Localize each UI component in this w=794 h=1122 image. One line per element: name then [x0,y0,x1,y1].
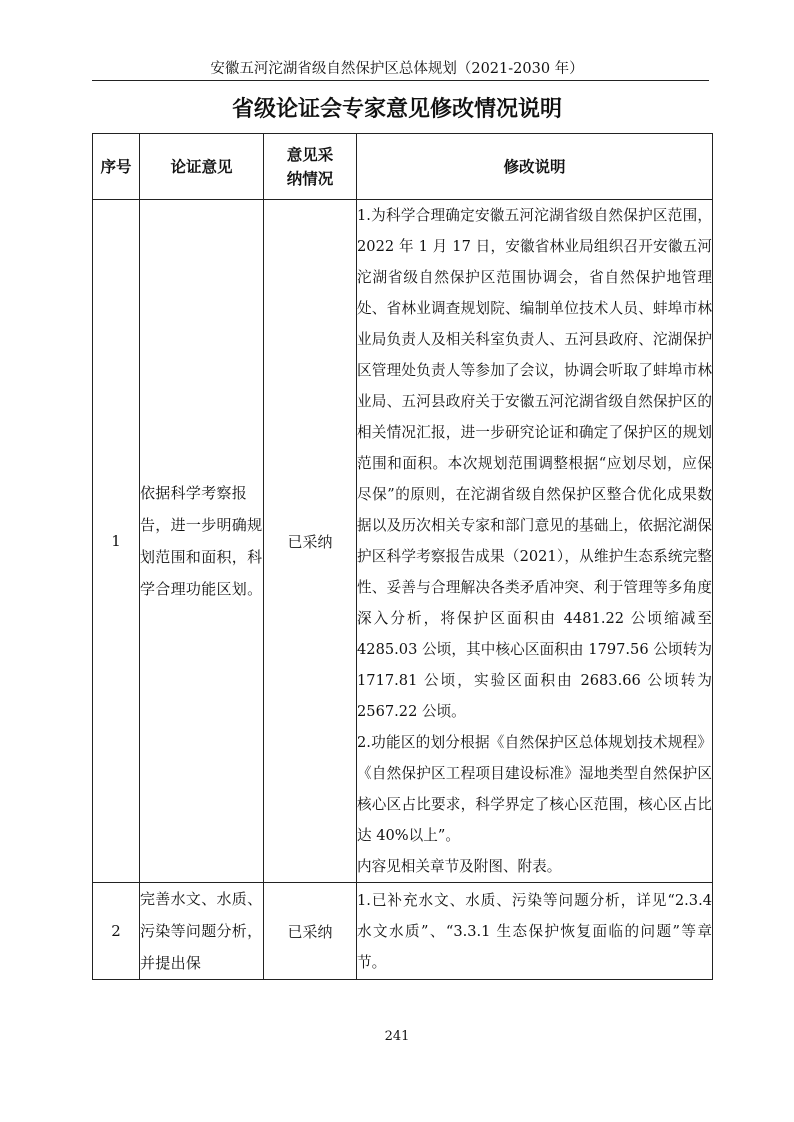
row-opinion: 依据科学考察报告，进一步明确规划范围和面积，科学合理功能区划。 [140,200,264,883]
table-header-row [93,134,713,200]
header-status-text: 意见采纳情况 [286,145,334,188]
page-number: 241 [384,1029,410,1044]
header-opinion: 论证意见 [140,134,264,200]
table-row [93,200,713,883]
row-status: 已采纳 [264,883,357,980]
row-opinion: 完善水文、水质、污染等问题分析，并提出保 [140,883,264,980]
description-paragraph: 1.为科学合理确定安徽五河沱湖省级自然保护区范围，2022 年 1 月 17 日，安徽省林业局组织召开安徽五河沱湖省级自然保护区范围协调会，省自然保护地管理处、省林业调查规划院、编制单位技术人员、蚌埠市林业局负责人及相关科室负责人、五河县政府、沱湖保护区管理处负责人等参加了会议，协调会听取了蚌埠市林业局、五河县政府关于安徽五河沱湖省级自然保护区的相关情况汇报，进一步研究论证和确定了保护区的规划范围和面积。本次规划范围调整根据“应划尽划，应保尽保”的原则，在沱湖省级自然保护区整合优化成果数据以及历次相关专家和部门意见的基础上，依据沱湖保护区科学考察报告成果（2021），从维护生态系统完整性、妥善与合理解决各类矛盾冲突、利于管理等多角度深入分析，将保护区面积由 4481.22 公顷缩减至 4285.03 公顷，其中核心区面积由 1797.56 公顷转为 1717.81 公顷，实验区面积由 2683.66 公顷转为 2567.22 公顷。 [357,207,712,720]
row-number: 2 [93,883,140,980]
running-header: 安徽五河沱湖省级自然保护区总体规划（2021-2030 年） [210,61,584,77]
row-description [357,883,713,980]
header-description: 修改说明 [357,134,713,200]
row-number: 1 [93,200,140,883]
page-title: 省级论证会专家意见修改情况说明 [231,97,562,122]
header-divider [92,80,709,81]
row-description [357,200,713,883]
header-status [264,134,357,200]
revision-table [92,133,713,980]
header-no: 序号 [93,134,140,200]
description-paragraph: 内容见相关章节及附图、附表。 [357,858,562,875]
table-row [93,883,713,980]
row-status: 已采纳 [264,200,357,883]
description-paragraph: 1.已补充水文、水质、污染等问题分析，详见“2.3.4 水文水质”、“3.3.1 生态保护恢复面临的问题”等章节。 [357,891,712,971]
description-paragraph: 2.功能区的划分根据《自然保护区总体规划技术规程》《自然保护区工程项目建设标准》湿地类型自然保护区核心区占比要求，科学界定了核心区范围，核心区占比达 40%以上”。 [357,734,712,844]
